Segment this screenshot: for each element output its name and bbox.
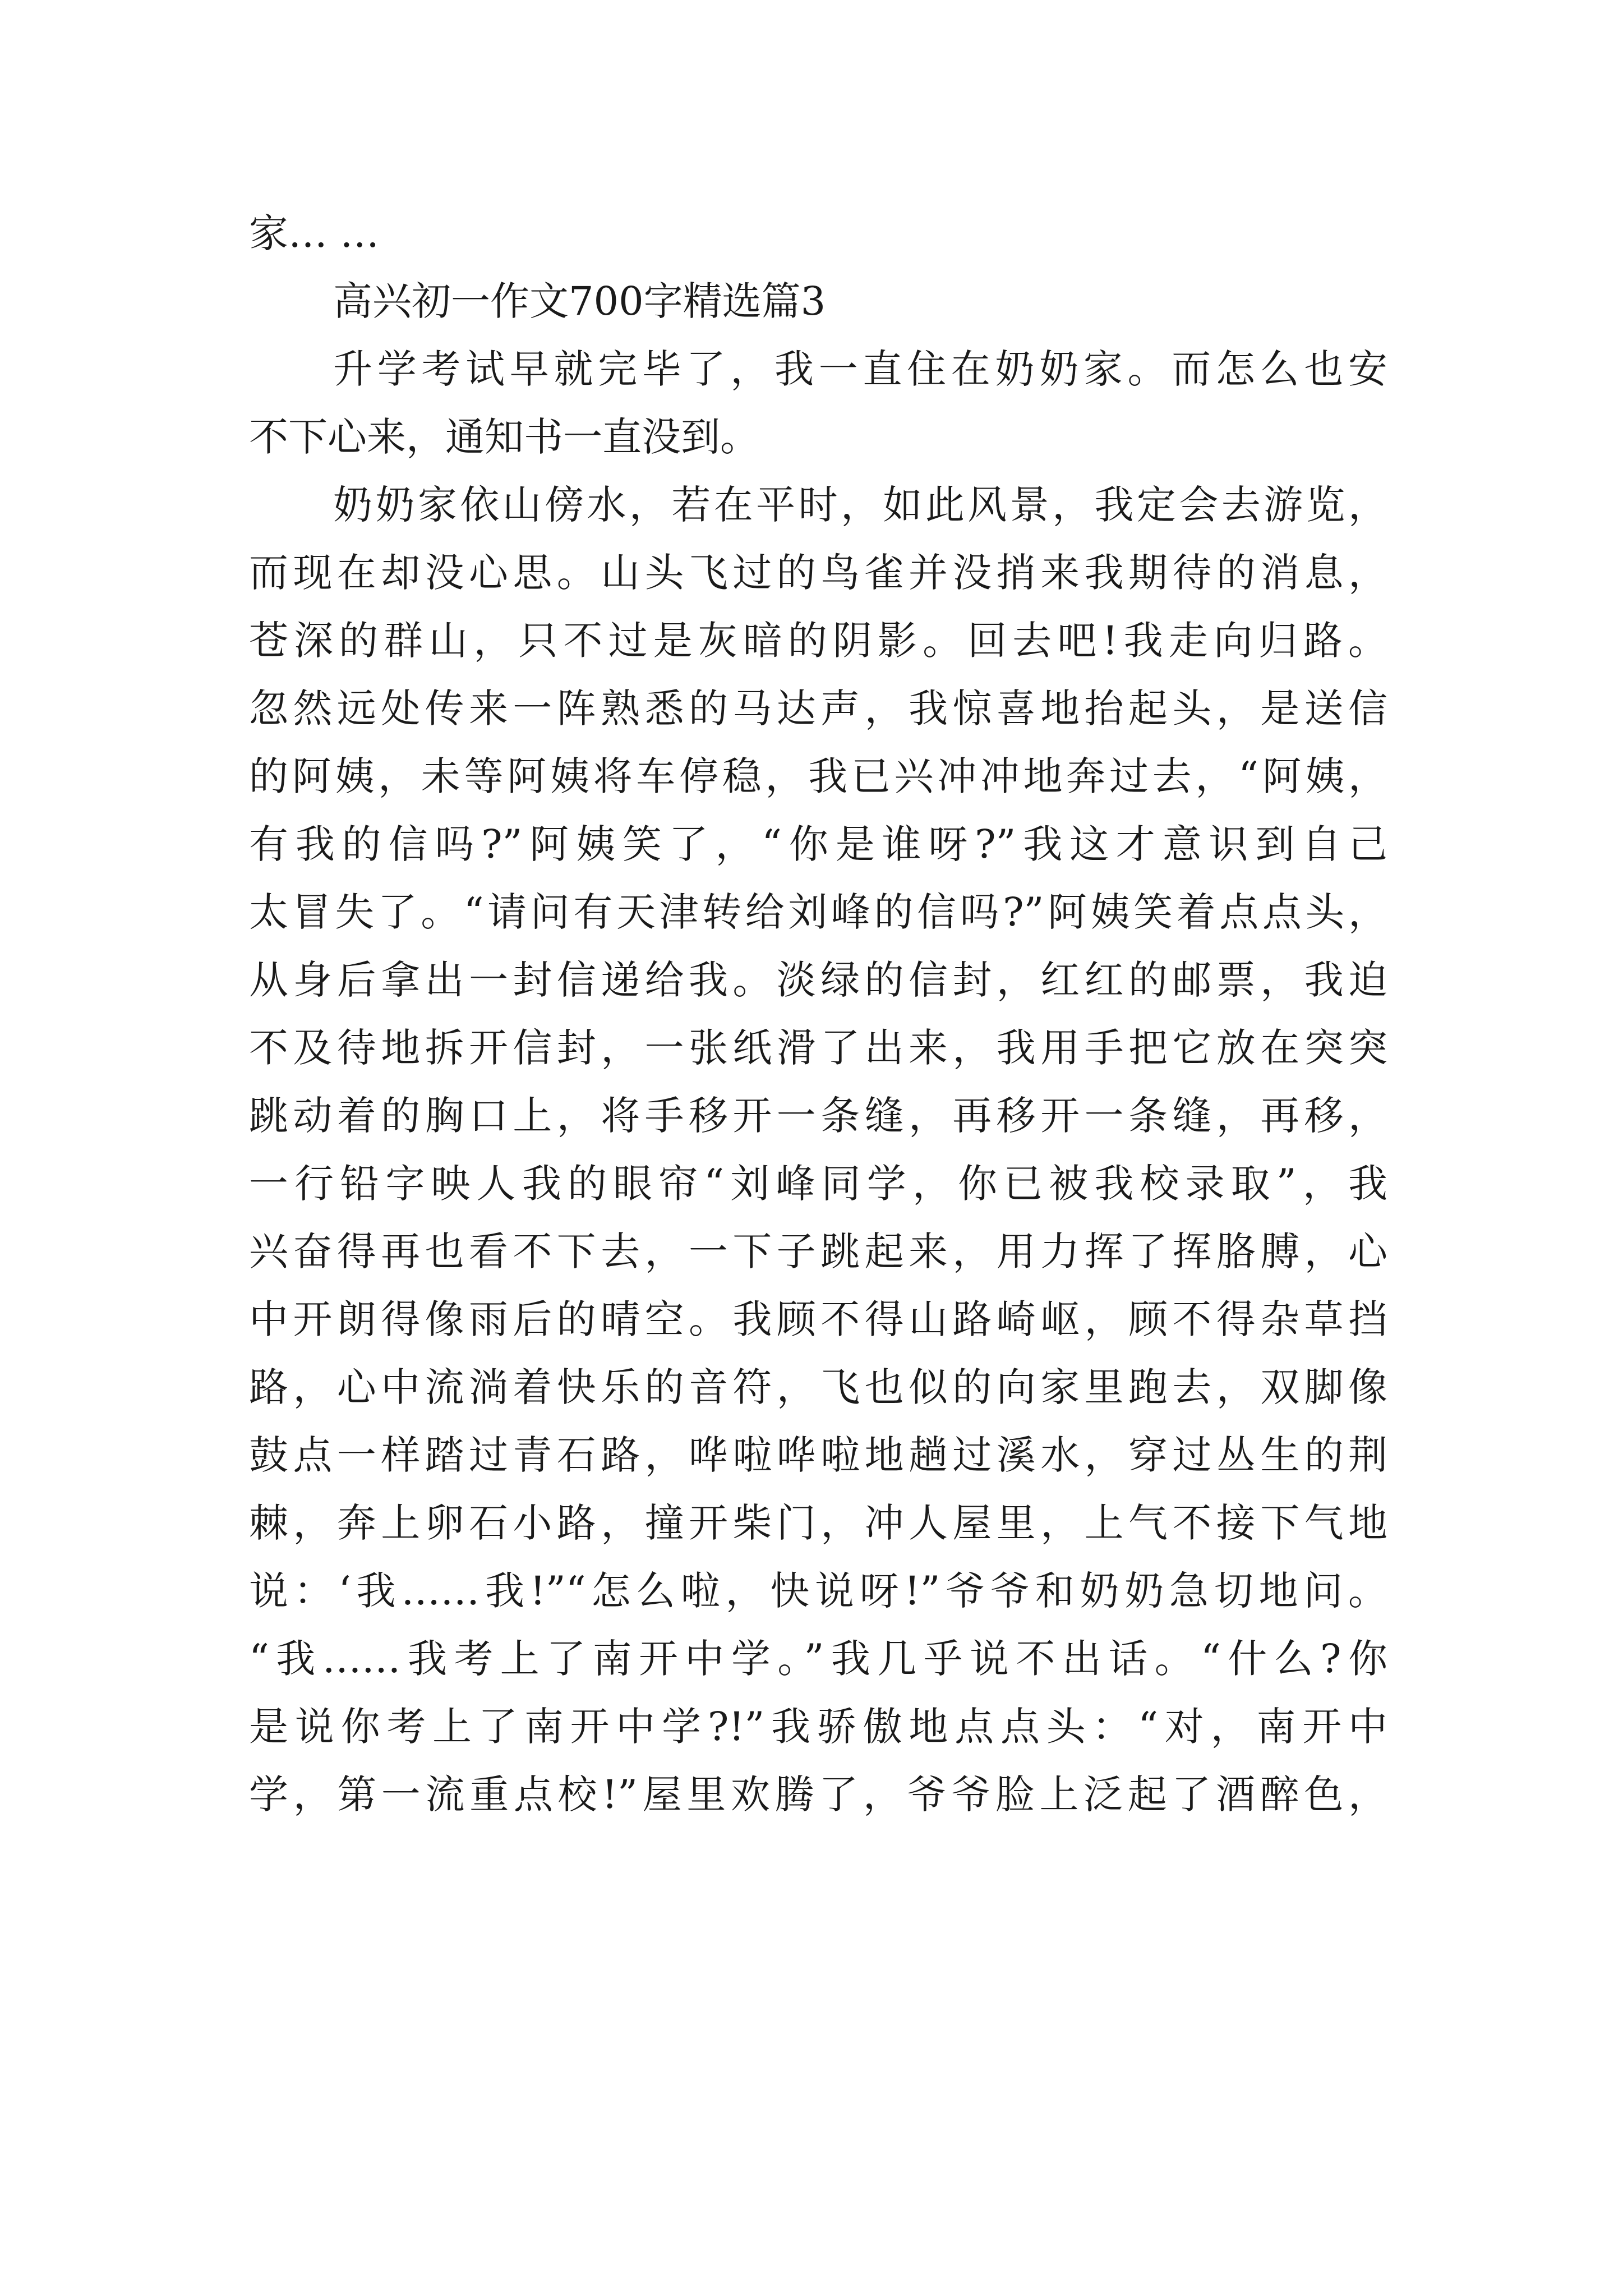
text-line: 不下心来，通知书一直没到。 [249,414,759,460]
text-line: “我……我考上了南开中学。”我几乎说不出话。“什么?你 [249,1636,1387,1682]
text-line: 跳动着的胸口上，将手移开一条缝，再移开一条缝，再移， [249,1093,1387,1139]
section-heading: 高兴初一作文700字精选篇3 [333,278,826,324]
text-line: 从身后拿出一封信递给我。淡绿的信封，红红的邮票，我迫 [249,957,1387,1003]
text-line: 忽然远处传来一阵熟悉的马达声，我惊喜地抬起头，是送信 [249,685,1387,731]
text-line: 说：‘我……我!”“怎么啦，快说呀!”爷爷和奶奶急切地问。 [249,1568,1387,1614]
text-line: 学，第一流重点校!”屋里欢腾了，爷爷脸上泛起了酒醉色， [249,1772,1387,1818]
text-line: 是说你考上了南开中学?!”我骄傲地点点头：“对，南开中 [249,1704,1387,1750]
text-line: 家… … [249,210,380,256]
text-line: 不及待地拆开信封，一张纸滑了出来，我用手把它放在突突 [249,1025,1387,1071]
text-line: 棘，奔上卵石小路，撞开柴门，冲人屋里，上气不接下气地 [249,1500,1387,1546]
text-line: 苍深的群山，只不过是灰暗的阴影。回去吧!我走向归路。 [249,618,1387,664]
text-line: 太冒失了。“请问有天津转给刘峰的信吗?”阿姨笑着点点头， [249,889,1387,935]
text-line: 升学考试早就完毕了，我一直住在奶奶家。而怎么也安 [333,346,1387,392]
text-line: 中开朗得像雨后的晴空。我顾不得山路崎岖，顾不得杂草挡 [249,1296,1387,1342]
text-line: 一行铅字映人我的眼帘“刘峰同学，你已被我校录取”，我 [249,1161,1387,1207]
text-line: 路，心中流淌着快乐的音符，飞也似的向家里跑去，双脚像 [249,1364,1387,1410]
text-line: 奶奶家依山傍水，若在平时，如此风景，我定会去游览， [333,482,1387,528]
text-line: 的阿姨，未等阿姨将车停稳，我已兴冲冲地奔过去，“阿姨， [249,753,1387,799]
text-line: 兴奋得再也看不下去，一下子跳起来，用力挥了挥胳膊，心 [249,1228,1387,1274]
essay-body [249,200,1387,1829]
text-line: 有我的信吗?”阿姨笑了，“你是谁呀?”我这才意识到自己 [249,821,1387,867]
text-line: 鼓点一样踏过青石路，哗啦哗啦地趟过溪水，穿过丛生的荆 [249,1432,1387,1478]
text-line: 而现在却没心思。山头飞过的鸟雀并没捎来我期待的消息， [249,550,1387,596]
